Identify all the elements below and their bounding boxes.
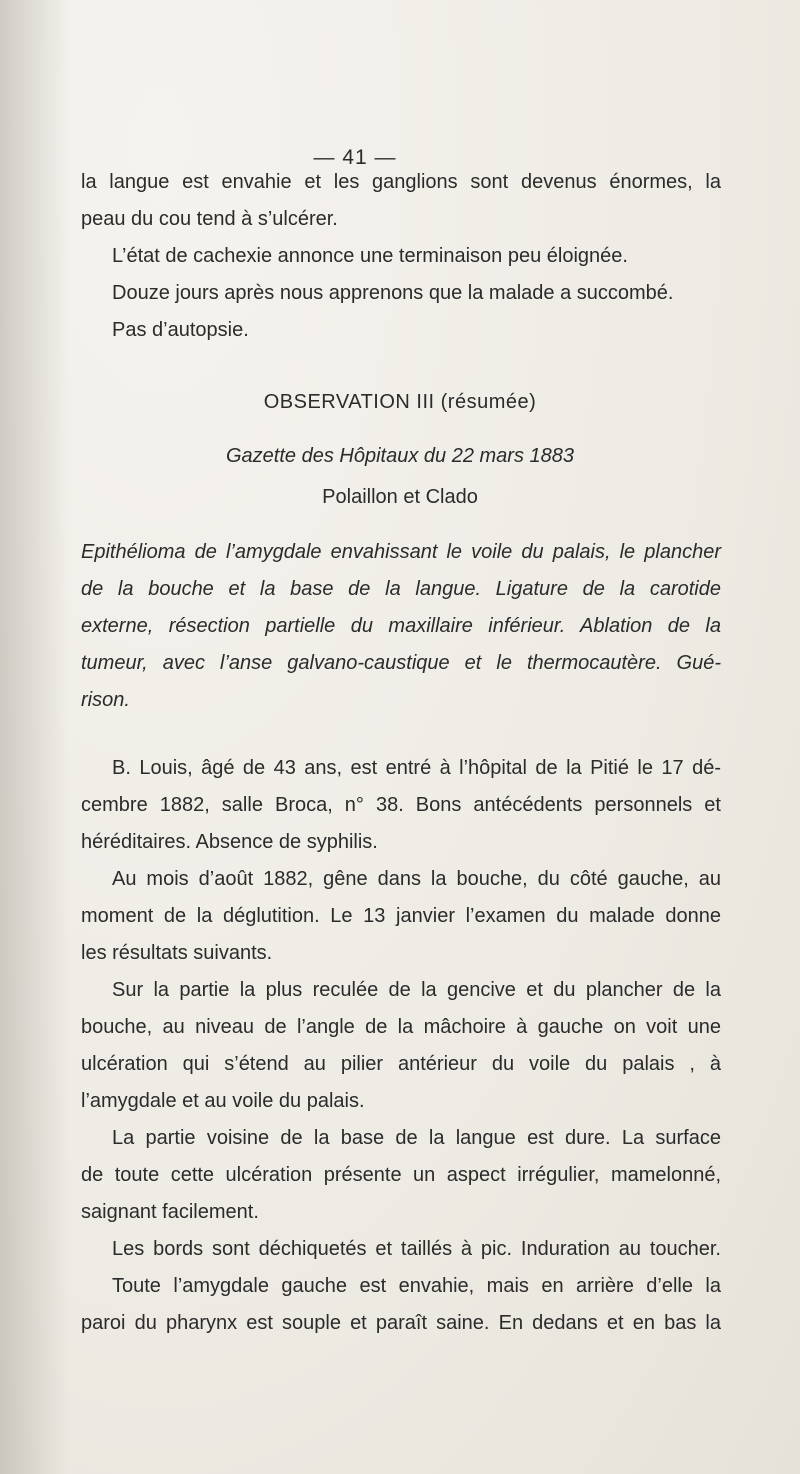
body-line: bouche, au niveau de l’angle de la mâchoire à gauche on voit une — [81, 1016, 721, 1038]
body-line: saignant facilement. — [81, 1201, 259, 1223]
body-line: Sur la partie la plus reculée de la gencive et du plancher de la — [112, 979, 721, 1001]
summary-line: tumeur, avec l’anse galvano-caustique et le thermocautère. Gué- — [81, 652, 721, 674]
body-line: Au mois d’août 1882, gêne dans la bouche, du côté gauche, au — [112, 868, 721, 890]
summary-line: de la bouche et la base de la langue. Ligature de la carotide — [81, 578, 721, 600]
intro-line: Pas d’autopsie. — [112, 319, 249, 341]
summary-line: Epithélioma de l’amygdale envahissant le voile du palais, le plancher — [81, 541, 721, 563]
summary-line: externe, résection partielle du maxillaire inférieur. Ablation de la — [81, 615, 721, 637]
observation-title: OBSERVATION III (résumée) — [263, 391, 537, 413]
binding-shadow — [0, 0, 70, 1474]
body-line: cembre 1882, salle Broca, n° 38. Bons antécédents personnels et — [81, 794, 721, 816]
intro-line: L’état de cachexie annonce une terminaison peu éloignée. — [112, 245, 628, 267]
intro-line: la langue est envahie et les ganglions sont devenus énormes, la — [81, 171, 721, 193]
body-line: Les bords sont déchiquetés et taillés à pic. Induration au toucher. — [112, 1238, 721, 1260]
page-number: — 41 — — [313, 146, 397, 169]
body-line: ulcération qui s’étend au pilier antérieur du voile du palais , à — [81, 1053, 721, 1075]
body-line: héréditaires. Absence de syphilis. — [81, 831, 378, 853]
body-line: les résultats suivants. — [81, 942, 273, 964]
intro-line: peau du cou tend à s’ulcérer. — [81, 208, 338, 230]
body-line: La partie voisine de la base de la langue est dure. La surface — [112, 1127, 721, 1149]
observation-source: Gazette des Hôpitaux du 22 mars 1883 — [226, 445, 574, 467]
intro-line: Douze jours après nous apprenons que la malade a succombé. — [112, 282, 674, 304]
body-line: de toute cette ulcération présente un aspect irrégulier, mamelonné, — [81, 1164, 721, 1186]
observation-authors: Polaillon et Clado — [322, 486, 478, 508]
summary-line: rison. — [81, 689, 130, 711]
body-line: moment de la déglutition. Le 13 janvier l’examen du malade donne — [81, 905, 721, 927]
body-line: paroi du pharynx est souple et paraît saine. En dedans et en bas la — [81, 1312, 721, 1334]
body-line: Toute l’amygdale gauche est envahie, mais en arrière d’elle la — [112, 1275, 721, 1297]
body-line: B. Louis, âgé de 43 ans, est entré à l’hôpital de la Pitié le 17 dé- — [112, 757, 721, 779]
body-line: l’amygdale et au voile du palais. — [81, 1090, 365, 1112]
